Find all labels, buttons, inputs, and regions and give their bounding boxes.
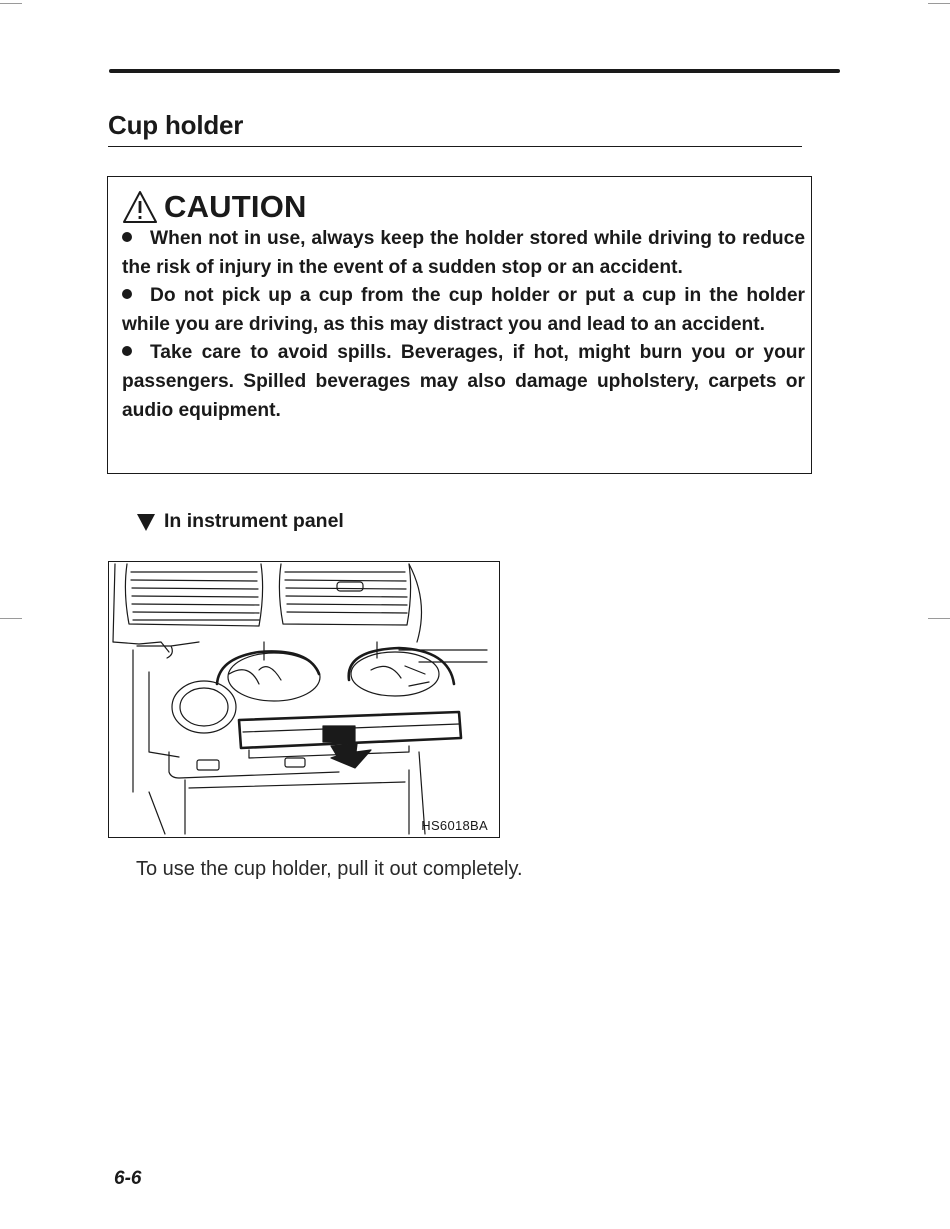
crop-mark-top-left: [0, 3, 22, 4]
cup-holder-illustration: [108, 561, 500, 838]
caution-item-text: Do not pick up a cup from the cup holder or put a cup in the holder while you are driving, as this may distract you and lead to an accident.: [122, 285, 805, 335]
caution-box: [107, 176, 812, 474]
caution-item: [122, 282, 805, 339]
bullet-icon: [122, 225, 150, 254]
section-title: Cup holder: [108, 110, 244, 140]
caution-item: [122, 339, 805, 425]
instrument-panel-drawing: [109, 562, 499, 837]
warning-triangle-icon: [122, 190, 158, 224]
down-triangle-icon: [136, 512, 156, 532]
title-underline: [108, 146, 802, 147]
caution-list: [122, 225, 805, 425]
subsection-heading: [136, 510, 344, 533]
instruction-text: To use the cup holder, pull it out completely.: [136, 858, 523, 880]
subsection-title: In instrument panel: [164, 510, 344, 532]
caution-item-text: When not in use, always keep the holder stored while driving to reduce the risk of injury in the event of a sudden stop or an accident.: [122, 228, 805, 278]
figure-code: HS6018BA: [421, 818, 488, 833]
bullet-icon: [122, 282, 150, 311]
crop-mark-top-right: [928, 3, 950, 4]
caution-heading: CAUTION: [164, 189, 307, 224]
page-number: 6-6: [114, 1168, 142, 1189]
bullet-icon: [122, 339, 150, 368]
caution-item-text: Take care to avoid spills. Beverages, if hot, might burn you or your passengers. Spilled beverages may also damage upholstery, carpets or audio equipment.: [122, 342, 805, 421]
crop-mark-mid-left: [0, 618, 22, 619]
caution-item: [122, 225, 805, 282]
crop-mark-mid-right: [928, 618, 950, 619]
header-rule: [109, 69, 840, 73]
caution-header: [122, 189, 805, 225]
